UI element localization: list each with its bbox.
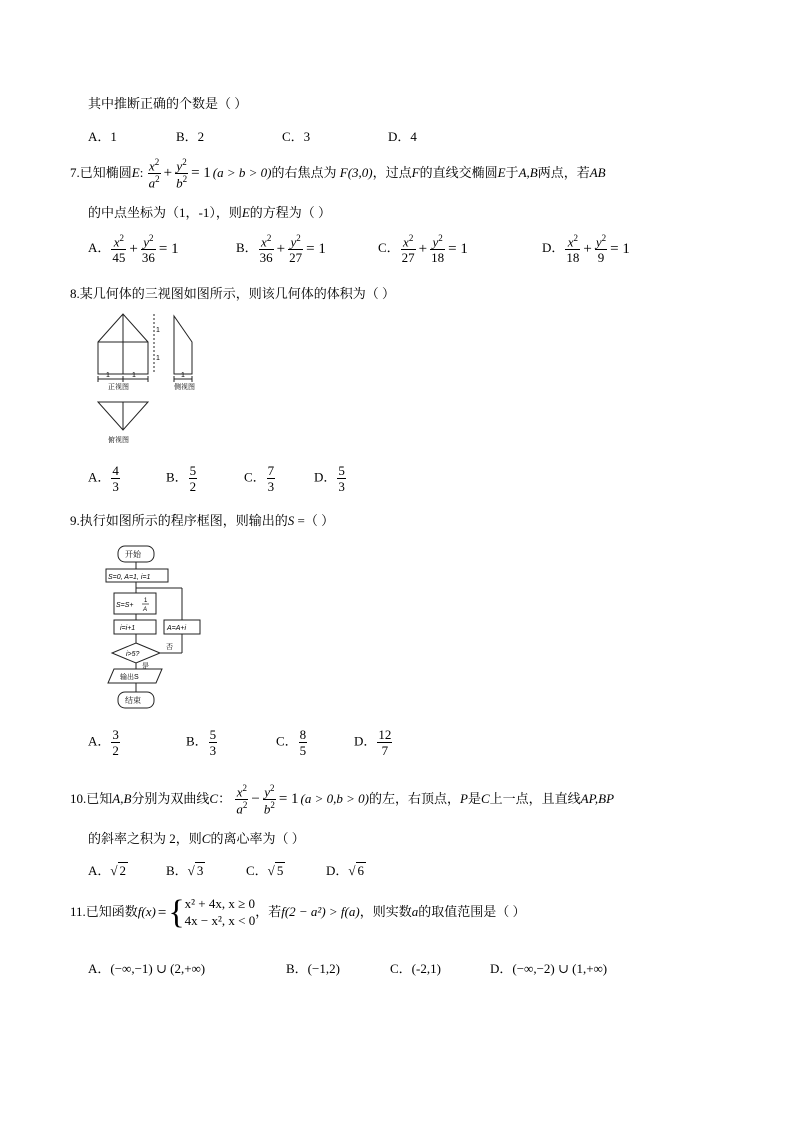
q7-option-d-den-y: 9 bbox=[597, 250, 605, 266]
flow-inc: i=i+1 bbox=[120, 625, 136, 632]
q8-option-c-label: C． bbox=[244, 469, 266, 485]
q11-pre: 已知函数 bbox=[85, 903, 138, 919]
q10-cond: (a > 0,b > 0) bbox=[300, 790, 369, 806]
q7-option-b-den-x: 36 bbox=[259, 250, 273, 266]
three-view-diagram bbox=[88, 310, 218, 452]
flow-update-a: A=A+i bbox=[167, 625, 187, 632]
q9-option-b-num: 5 bbox=[209, 727, 217, 742]
q10-option-b: B．√ 3 bbox=[166, 863, 204, 878]
q11-brace: { bbox=[168, 894, 185, 931]
flowchart-diagram bbox=[96, 536, 216, 716]
q10-mid4: 上一点，且直线 bbox=[489, 790, 581, 806]
flow-end: 结束 bbox=[125, 696, 141, 705]
q9-option-a-label: A． bbox=[88, 733, 111, 749]
q7-option-c-label: C． bbox=[378, 240, 400, 256]
q9-option-c-den: 5 bbox=[299, 743, 307, 758]
q10-option-a-label: A． bbox=[88, 863, 111, 878]
q8-number: 8. bbox=[70, 286, 80, 301]
q10-lines: AP,BP bbox=[580, 790, 615, 806]
q11-option-d-val: (−∞,−2) ∪ (1,+∞) bbox=[512, 961, 608, 976]
q7-option-a-den-x: 45 bbox=[112, 250, 126, 266]
q10-option-b-label: B． bbox=[166, 863, 188, 878]
q11-number: 11. bbox=[70, 903, 86, 919]
q10-C3: C bbox=[201, 831, 211, 846]
front-dim-1d: 1 bbox=[156, 355, 160, 362]
q11-option-d bbox=[490, 958, 607, 977]
q9-option-b bbox=[186, 728, 218, 757]
q7-cond: (a > b > 0) bbox=[212, 164, 272, 180]
q7-line1: 7.已知椭圆E: $\frac{x^2}{a^2}$ + $\frac{y^2}{b^2}$ = 1 (a > b > 0)的右焦点为 F(3,0)，过点F的直线交椭圆E于A,B两点，若AB bbox=[70, 157, 606, 191]
q9-option-a-num: 3 bbox=[112, 727, 119, 742]
q10-frac-x: $\frac{x^2}{a^2}$ bbox=[236, 783, 248, 817]
q11-ineq: f(2 − a²) > f(a) bbox=[281, 903, 360, 919]
q11-option-a bbox=[88, 958, 205, 977]
q11-option-a-val: (−∞,−1) ∪ (2,+∞) bbox=[110, 961, 206, 976]
q11-option-c-val: (-2,1) bbox=[411, 961, 441, 976]
q10-option-c-label: C． bbox=[246, 863, 268, 878]
q8-option-a-label: A． bbox=[88, 469, 111, 485]
flow-cond: i>5? bbox=[126, 651, 140, 658]
q8-option-b-num: 5 bbox=[189, 463, 197, 478]
q11-mid: ，若 bbox=[255, 903, 282, 919]
q7-frac-y: $\frac{y^2}{b^2}$ bbox=[176, 157, 188, 191]
q8-option-b bbox=[166, 464, 198, 493]
q10-option-b-radicand: 3 bbox=[196, 863, 204, 878]
top-view-shape bbox=[98, 402, 148, 430]
q7-option-a-label: A． bbox=[88, 240, 111, 256]
q7-frac-x: $\frac{x^2}{a^2}$ bbox=[148, 157, 160, 191]
q7-mid1: 的右焦点为 bbox=[271, 164, 337, 180]
q8-option-d-den: 3 bbox=[338, 479, 345, 494]
q10-line2b: 的离心率为（ ） bbox=[210, 831, 305, 846]
flow-frac-d: A bbox=[143, 607, 148, 613]
q11-option-c-label: C． bbox=[390, 961, 412, 976]
q11-line1: 11.已知函数f(x) ={ x² + 4x, x ≥ 0 4x − x², x < 0 ，若f(2 − a²) > f(a)，则实数a的取值范围是（ ） bbox=[70, 894, 526, 931]
q10-option-d-label: D． bbox=[326, 863, 349, 878]
front-dim-1c: 1 bbox=[156, 327, 160, 334]
q6-option-a: A．1 bbox=[88, 129, 117, 144]
q8-option-d-num: 5 bbox=[338, 463, 345, 478]
q8-stem bbox=[70, 287, 395, 300]
q10-line1: 10.已知A,B分别为双曲线C： $\frac{x^2}{a^2}$ − $\frac{y^2}{b^2}$ = 1 (a > 0,b > 0)的左，右顶点，P是C上一点，且直线AP,BP bbox=[70, 783, 615, 817]
q8-option-a-den: 3 bbox=[112, 479, 119, 494]
q7-option-b-label: B． bbox=[236, 240, 258, 256]
q9-tail: =（ ） bbox=[294, 513, 335, 528]
q11-option-a-label: A． bbox=[88, 961, 111, 976]
q10-option-a: A．√ 2 bbox=[88, 863, 127, 878]
q9-stem-text: 执行如图所示的程序框图，则输出的 bbox=[79, 513, 288, 528]
q11-option-b bbox=[286, 958, 340, 977]
q8-option-d bbox=[314, 464, 347, 493]
q7-AB: A,B bbox=[518, 164, 538, 180]
q11-tail2: 的取值范围是（ ） bbox=[418, 903, 526, 919]
q8-option-a bbox=[88, 464, 121, 493]
q7-option-b: B． $\frac{x^2}{36}$ + $\frac{y^2}{27}$ = 1 bbox=[236, 233, 326, 266]
q9-option-b-label: B． bbox=[186, 733, 208, 749]
q10-option-a-radicand: 2 bbox=[119, 863, 127, 878]
q6-option-c: C．3 bbox=[282, 129, 311, 144]
q7-number: 7. bbox=[70, 164, 80, 180]
flow-init: S=0, A=1, i=1 bbox=[108, 574, 151, 581]
q10-option-d-radicand: 6 bbox=[357, 863, 365, 878]
q7-pre: 已知椭圆 bbox=[79, 164, 132, 180]
q11-fx: f(x) bbox=[137, 903, 156, 919]
q10-line2a: 的斜率之积为 2，则 bbox=[88, 831, 202, 846]
q10-mid3: 是 bbox=[467, 790, 481, 806]
top-view-label: 俯视图 bbox=[108, 437, 129, 444]
q7-mid2: ，过点 bbox=[372, 164, 412, 180]
q11-option-c bbox=[390, 958, 441, 977]
q9-option-c-num: 8 bbox=[299, 727, 307, 742]
front-dim-1b: 1 bbox=[132, 372, 136, 379]
flow-update-s: S=S+ bbox=[116, 602, 134, 609]
q10-frac-y: $\frac{y^2}{b^2}$ bbox=[263, 783, 275, 817]
q7-line2b: 的方程为（ ） bbox=[249, 205, 332, 220]
q7-option-a-den-y: 36 bbox=[141, 250, 155, 266]
q8-option-b-label: B． bbox=[166, 469, 188, 485]
q7-option-a: A． $\frac{x^2}{45}$ + $\frac{y^2}{36}$ = 1 bbox=[88, 233, 179, 266]
q10-P: P bbox=[460, 790, 468, 806]
q10-AB: A,B bbox=[112, 790, 132, 806]
q9-option-d-num: 12 bbox=[378, 727, 392, 742]
flow-start: 开始 bbox=[125, 550, 141, 559]
q9-option-a bbox=[88, 728, 121, 757]
q7-ellipse-name: E bbox=[131, 164, 140, 180]
q10-C: C bbox=[209, 790, 219, 806]
flow-output: 输出S bbox=[120, 674, 139, 681]
q8-option-c-den: 3 bbox=[267, 479, 275, 494]
q10-C2: C bbox=[480, 790, 490, 806]
q7-option-c-den-y: 18 bbox=[431, 250, 445, 266]
q11-option-b-label: B． bbox=[286, 961, 308, 976]
q9-S: S bbox=[287, 513, 295, 528]
q7-focus: F(3,0) bbox=[339, 164, 373, 180]
q9-option-d-den: 7 bbox=[381, 743, 389, 758]
q11-case1: x² + 4x, x ≥ 0 bbox=[184, 896, 256, 912]
q11-tail1: ，则实数 bbox=[359, 903, 412, 919]
q7-AB2: AB bbox=[589, 164, 606, 180]
q8-option-c-num: 7 bbox=[267, 463, 275, 478]
flow-frac-n: 1 bbox=[144, 598, 148, 604]
q10-mid1: 分别为双曲线 bbox=[131, 790, 210, 806]
q11-case2: 4x − x², x < 0 bbox=[184, 913, 256, 928]
q7-option-d: D． $\frac{x^2}{18}$ + $\frac{y^2}{9}$ = 1 bbox=[542, 233, 630, 266]
q7-option-b-den-y: 27 bbox=[289, 250, 303, 266]
q10-mid2: 的左，右顶点， bbox=[369, 790, 461, 806]
q7-mid4: 于 bbox=[505, 164, 519, 180]
q10-number: 10. bbox=[70, 790, 87, 806]
q11-cases bbox=[185, 896, 256, 930]
q9-option-c-label: C． bbox=[276, 733, 298, 749]
q6-option-b: B．2 bbox=[176, 129, 205, 144]
q8-option-b-den: 2 bbox=[189, 479, 197, 494]
q10-colon: ： bbox=[218, 790, 232, 806]
flow-yes: 是 bbox=[142, 663, 149, 670]
q10-option-c: C．√ 5 bbox=[246, 863, 284, 878]
flow-no: 否 bbox=[166, 644, 173, 651]
q7-option-d-label: D． bbox=[542, 240, 565, 256]
side-view-label: 侧视图 bbox=[174, 384, 195, 391]
q8-option-d-label: D． bbox=[314, 469, 337, 485]
q10-option-c-radicand: 5 bbox=[276, 863, 284, 878]
q7-option-c: C． $\frac{x^2}{27}$ + $\frac{y^2}{18}$ = 1 bbox=[378, 233, 468, 266]
q8-stem-text: 某几何体的三视图如图所示，则该几何体的体积为（ ） bbox=[79, 286, 396, 301]
q9-option-b-den: 3 bbox=[209, 743, 217, 758]
q10-option-d: D．√ 6 bbox=[326, 863, 365, 878]
q8-option-c bbox=[244, 464, 276, 493]
q11-option-b-val: (−1,2) bbox=[307, 961, 340, 976]
q7-F: F bbox=[411, 164, 420, 180]
q10-pre: 已知 bbox=[86, 790, 113, 806]
front-dim-1a: 1 bbox=[106, 372, 110, 379]
side-dim-1: 1 bbox=[181, 372, 185, 379]
q9-number: 9. bbox=[70, 513, 80, 528]
q7-line2 bbox=[88, 206, 331, 219]
q9-option-d-label: D． bbox=[354, 733, 377, 749]
q7-E3: E bbox=[241, 205, 250, 220]
q7-line2a: 的中点坐标为（1，-1），则 bbox=[88, 205, 242, 220]
q6-option-d: D．4 bbox=[388, 129, 417, 144]
q7-E2: E bbox=[497, 164, 506, 180]
front-view-label: 正视图 bbox=[108, 384, 129, 391]
q9-option-c bbox=[276, 728, 308, 757]
q9-stem bbox=[70, 514, 334, 527]
q7-option-c-den-x: 27 bbox=[401, 250, 415, 266]
q9-option-a-den: 2 bbox=[112, 743, 119, 758]
q7-option-d-den-x: 18 bbox=[566, 250, 580, 266]
q7-mid3: 的直线交椭圆 bbox=[419, 164, 498, 180]
q11-option-d-label: D． bbox=[490, 961, 513, 976]
q6-stem: 其中推断正确的个数是（ ） bbox=[88, 96, 248, 111]
q7-mid5: 两点，若 bbox=[537, 164, 590, 180]
q9-option-d bbox=[354, 728, 393, 757]
q10-line2 bbox=[88, 832, 305, 845]
q8-option-a-num: 4 bbox=[112, 463, 119, 478]
q11-a: a bbox=[411, 903, 419, 919]
